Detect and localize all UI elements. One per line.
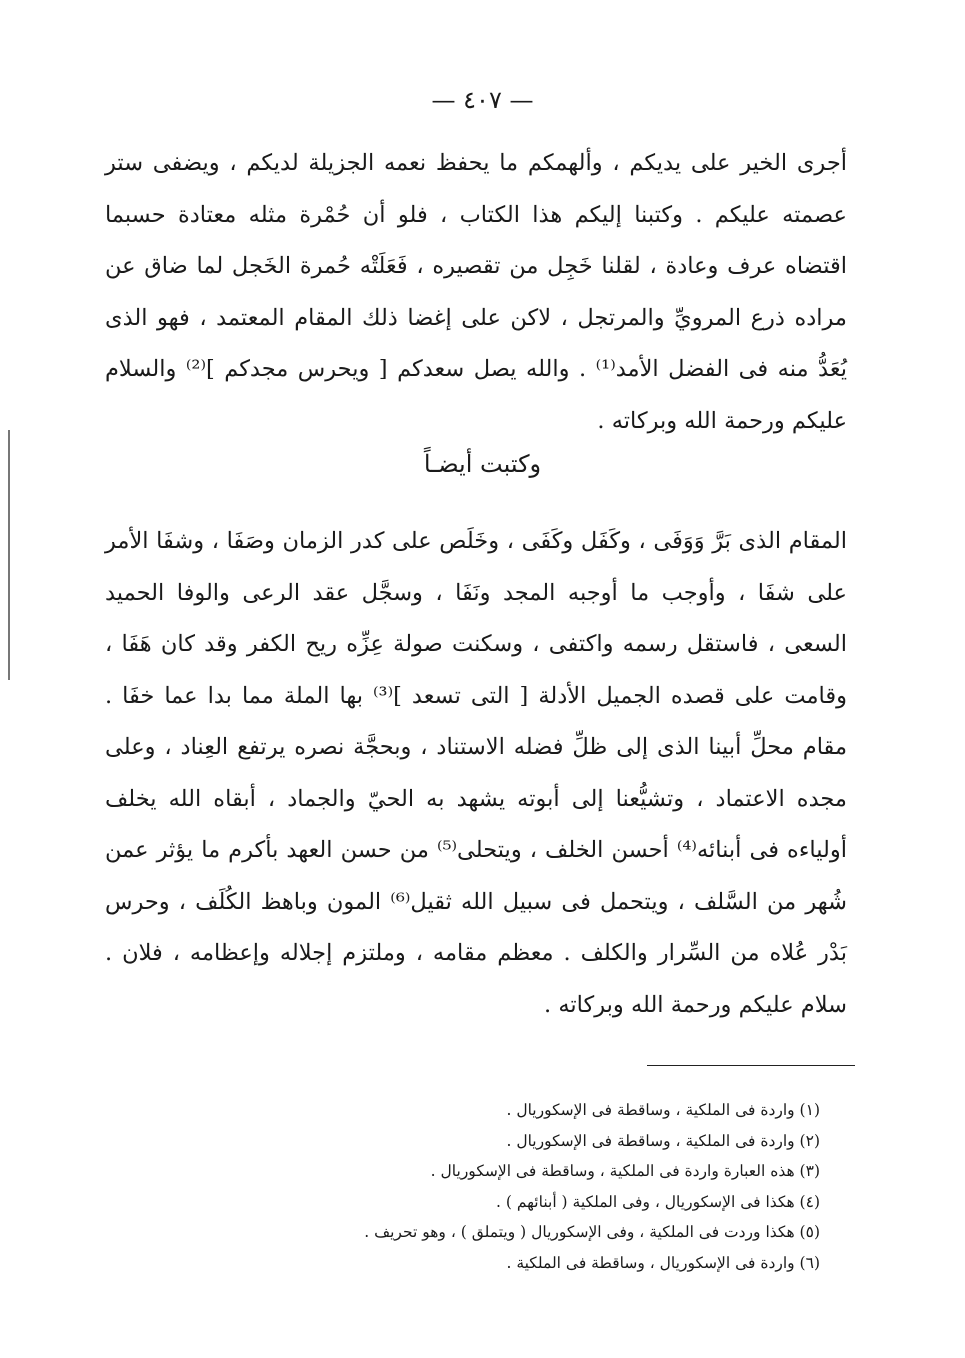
footnote: (٣) هذه العبارة واردة فى الملكية ، وساقطة فى الإسكوريال . (430, 1162, 820, 1180)
footnote: (٥) هكذا وردت فى الملكية ، وفى الإسكوريال ( ويتملق ) ، وهو تحريف . (364, 1223, 820, 1241)
footnotes-list (120, 1095, 820, 1278)
section-heading: وكتبت أيضـاً (423, 450, 542, 478)
paragraph: المقام الذى بَرَّ وَوَفَى ، وكَفَل وكَفَى ، وخَلَص على كدر الزمان وصَفَا ، وشفَا الأمر على شفَا ، وأوجب ما أوجبه المجد ونَفَا ، وسجَّل عقد الرعى والوفا الحميد السعى ، فاستقل رسمه واكتفى ، وسكنت صولة عِزِّه ريح الكفر وقد كان هَفَا ، وقامت على قصده الجميل الأدلة [ التى تسعد ]⁽³⁾ بها الملة مما بدا عما خفَا . مقام محلِّ أبينا الذى إلى ظلِّ فضله الاستناد ، وبحجَّة نصره يرتفع العِناد ، وعلى مجده الاعتماد ، وتشيُّعنا إلى أبوته يشهد به الحيّ والجماد ، أبقاه الله يخلف أولياءه فى أبنائه⁽⁴⁾ أحسن الخلف ، ويتحلى⁽⁵⁾ من حسن العهد بأكرم ما يؤثر عمن شُهر من السَّلف ، ويتحمل فى سبيل الله ثقيل⁽⁶⁾ المون وباهظ الكُلَف ، وحرس بَدْر عُلاه من السِّرار والكلف . معظم مقامه ، وملتزم إجلاله وإعظامه ، فلان . سلام عليكم ورحمة الله وبركاته . (105, 528, 848, 1018)
footnote: (٤) هكذا فى الإسكوريال ، وفى الملكية ( أبنائهم ) . (496, 1192, 820, 1211)
letter-body-first (105, 138, 847, 447)
footnote: (٢) واردة فى الملكية ، وساقطة فى الإسكوريال . (506, 1131, 820, 1150)
page-number: — ٤٠٧ — (431, 86, 534, 114)
footnote-separator (647, 1065, 855, 1066)
letter-body-second (105, 516, 847, 1031)
footnote: (٦) واردة فى الإسكوريال ، وساقطة فى الملكية . (506, 1253, 820, 1272)
footnote: (١) واردة فى الملكية ، وساقطة فى الإسكوريال . (506, 1101, 820, 1119)
paragraph: أجرى الخير على يديكم ، وألهمكم ما يحفظ نعمه الجزيلة لديكم ، ويضفى ستر عصمته عليكم . وكتبنا إليكم هذا الكتاب ، فلو أن حُمْرة مثله معتادة حسبما اقتضاه عرف وعادة ، لقلنا خَجِل من تقصيره ، فَعَلَتْه حُمرة الخَجل لما ضاق عن مراده ذرع المرويِّ والمرتجل ، لاكن على إغضا ذلك المقام المعتمد ، فهو الذى يُعَدُّ منه فى الفضل الأمد⁽¹⁾ . والله يصل سعدكم [ ويحرس مجدكم ]⁽²⁾ والسلام عليكم ورحمة الله وبركاته . (105, 150, 847, 434)
